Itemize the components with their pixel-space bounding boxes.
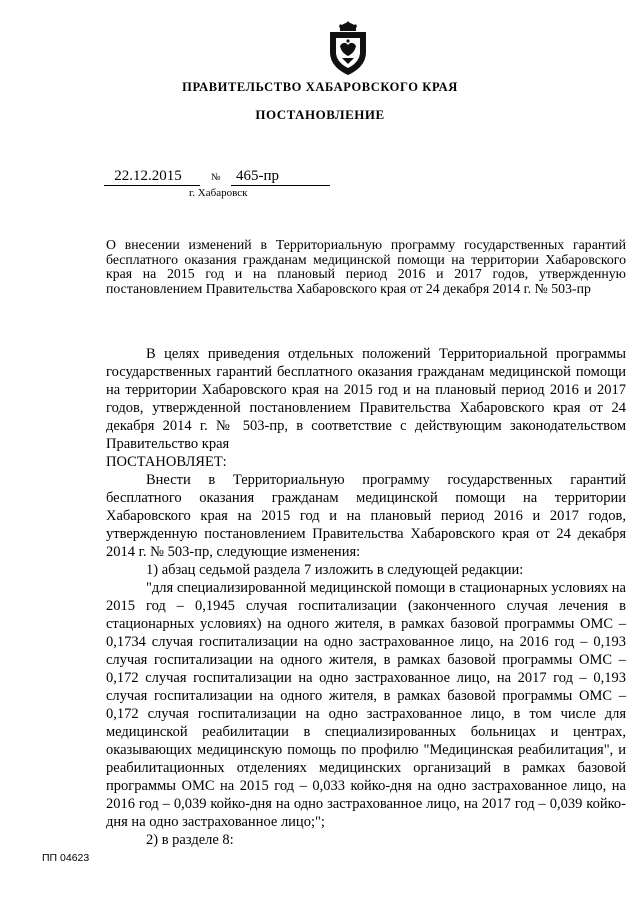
document-subject: О внесении изменений в Территориальную программу государственных гарантий бесплатного оказания гражданам медицинской помощи на территории Хабаровского края на 2015 год и на плановый период 2016 и 2017 годов, утвержденную постановлением Правительства Хабаровского края от 24 декабря 2014 г. № 503-пр [106, 237, 626, 296]
document-number: 465-пр [236, 168, 280, 184]
body-paragraph-item-2: 2) в разделе 8: [146, 832, 234, 848]
body-paragraph-intro: В целях приведения отдельных положений Территориальной программы государственных гарантий бесплатного оказания гражданам медицинской помощи на территории Хабаровского края на 2015 год и на плановый период 2016 и 2017 годов, утвержденной постановлением Правительства Хабаровского края от 24 декабря 2014 г. № 503-пр, в соответствие с действующим законодательством Правительство края [106, 346, 626, 452]
number-underline [231, 185, 330, 186]
number-sign: № [211, 172, 221, 183]
government-title: ПРАВИТЕЛЬСТВО ХАБАРОВСКОГО КРАЯ [182, 80, 458, 94]
coat-of-arms-icon [327, 20, 369, 76]
document-date: 22.12.2015 [114, 168, 182, 184]
body-paragraph-quote: "для специализированной медицинской помощи в стационарных условиях на 2015 год – 0,1945 случая госпитализации (законченного случая лечения в стационарных условиях) на одного жителя, в рамках базовой программы ОМС – 0,1734 случая госпитализации на одно застрахованное лицо, на 2016 год – 0,193 случая госпитализации на одного жителя, в рамках базовой программы ОМС – 0,172 случая госпитализации на одно застрахованное лицо, на 2017 год – 0,193 случая госпитализации на одного жителя, в рамках базовой программы ОМС – 0,172 случая госпитализации на одно застрахованное лицо, в том числе для медицинской реабилитации в специализированных больницах и центрах, оказывающих медицинскую помощь по профилю "Медицинская реабилитация", и реабилитационных отделениях медицинских организаций в рамках базовой программы ОМС на 2015 год – 0,033 койко-дня на одно застрахованное лицо, на 2016 год – 0,039 койко-дня на одно застрахованное лицо, на 2017 год – 0,039 койко-дня на одно застрахованное лицо;"; [106, 580, 626, 830]
date-underline [104, 185, 200, 186]
document-body [106, 345, 626, 849]
document-city: г. Хабаровск [189, 187, 248, 199]
decree-word: ПОСТАНОВЛЯЕТ: [106, 454, 227, 470]
document-code: ПП 04623 [42, 852, 90, 864]
body-paragraph-item-1: 1) абзац седьмой раздела 7 изложить в следующей редакции: [146, 562, 524, 578]
body-paragraph-amend: Внести в Территориальную программу государственных гарантий бесплатного оказания гражданам медицинской помощи на территории Хабаровского края на 2015 год и на плановый период 2016 и 2017 годов, утвержденную постановлением Правительства Хабаровского края от 24 декабря 2014 г. № 503-пр, следующие изменения: [106, 472, 626, 560]
document-type: ПОСТАНОВЛЕНИЕ [255, 107, 385, 122]
